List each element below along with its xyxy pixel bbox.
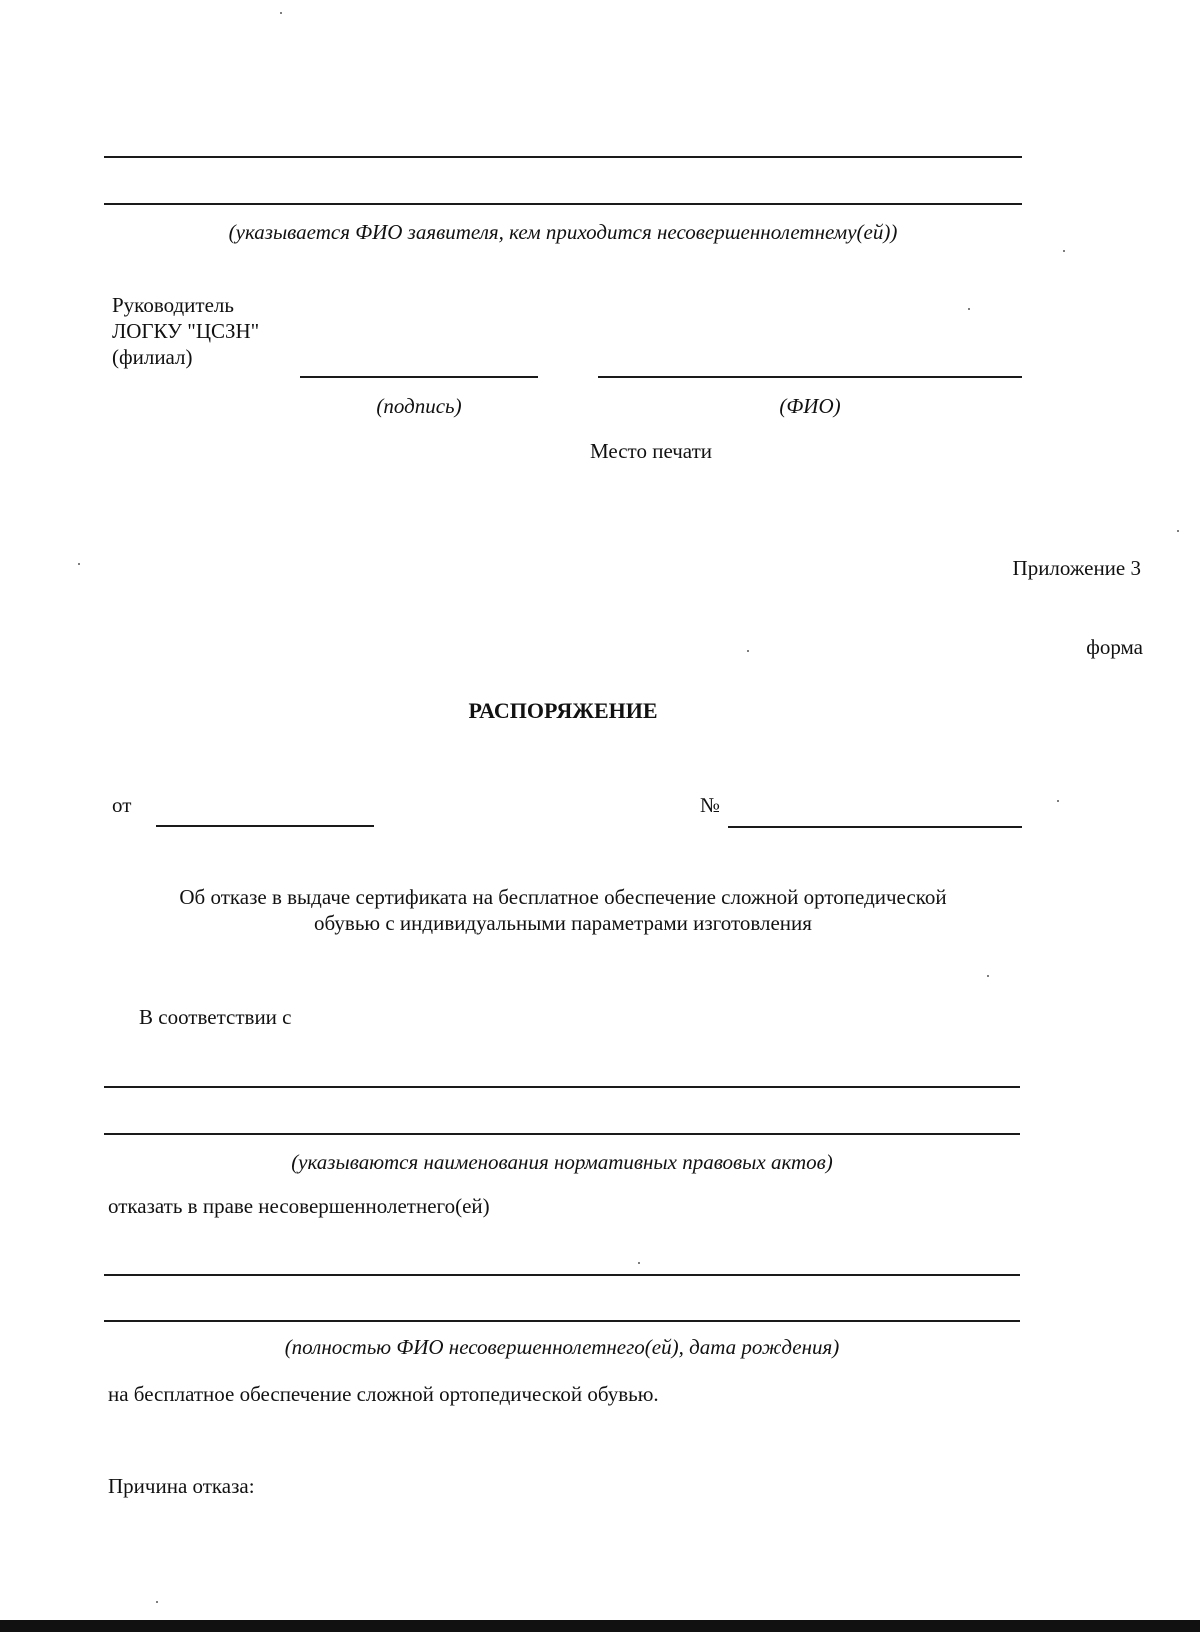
acts-caption: (указываются наименования нормативных правовых актов) bbox=[291, 1150, 833, 1174]
scan-speck bbox=[1063, 250, 1065, 252]
signature-line bbox=[300, 376, 538, 378]
scan-speck bbox=[280, 12, 282, 14]
name-caption: (ФИО) bbox=[779, 394, 841, 418]
stamp-place: Место печати bbox=[590, 439, 713, 463]
scan-speck bbox=[1057, 800, 1059, 802]
scan-speck bbox=[747, 650, 749, 652]
signature-caption: (подпись) bbox=[376, 394, 462, 418]
number-sign: № bbox=[700, 793, 721, 817]
name-line bbox=[598, 376, 1022, 378]
scan-speck bbox=[1177, 530, 1179, 532]
appendix-label: Приложение 3 bbox=[1012, 556, 1141, 580]
reason-label: Причина отказа: bbox=[108, 1474, 255, 1498]
minor-caption: (полностью ФИО несовершеннолетнего(ей), дата рождения) bbox=[284, 1335, 840, 1359]
minor-line-1 bbox=[104, 1274, 1020, 1276]
date-prefix: от bbox=[112, 793, 132, 817]
date-line bbox=[156, 825, 374, 827]
scan-speck bbox=[968, 308, 970, 310]
applicant-caption: (указывается ФИО заявителя, кем приходится несовершеннолетнему(ей)) bbox=[228, 220, 898, 244]
head-title: Руководитель bbox=[112, 293, 234, 317]
head-org: ЛОГКУ "ЦСЗН" bbox=[112, 319, 260, 343]
scan-speck bbox=[987, 975, 989, 977]
head-branch: (филиал) bbox=[112, 345, 193, 369]
form-label: форма bbox=[1086, 635, 1143, 659]
accordance-text: В соответствии с bbox=[139, 1005, 292, 1029]
acts-line-1 bbox=[104, 1086, 1020, 1088]
number-line bbox=[728, 826, 1022, 828]
document-title: РАСПОРЯЖЕНИЕ bbox=[468, 698, 658, 723]
subject-line-1: Об отказе в выдаче сертификата на бесплатное обеспечение сложной ортопедической bbox=[179, 885, 947, 909]
provision-text: на бесплатное обеспечение сложной ортопедической обувью. bbox=[108, 1382, 659, 1406]
refuse-text: отказать в праве несовершеннолетнего(ей) bbox=[108, 1194, 490, 1218]
acts-line-2 bbox=[104, 1133, 1020, 1135]
scan-speck bbox=[638, 1262, 640, 1264]
scan-bottom-edge bbox=[0, 1620, 1200, 1632]
scan-speck bbox=[156, 1601, 158, 1603]
applicant-line-2 bbox=[104, 203, 1022, 205]
minor-line-2 bbox=[104, 1320, 1020, 1322]
applicant-line-1 bbox=[104, 156, 1022, 158]
scan-speck bbox=[78, 563, 80, 565]
subject-line-2: обувью с индивидуальными параметрами изготовления bbox=[314, 911, 812, 935]
